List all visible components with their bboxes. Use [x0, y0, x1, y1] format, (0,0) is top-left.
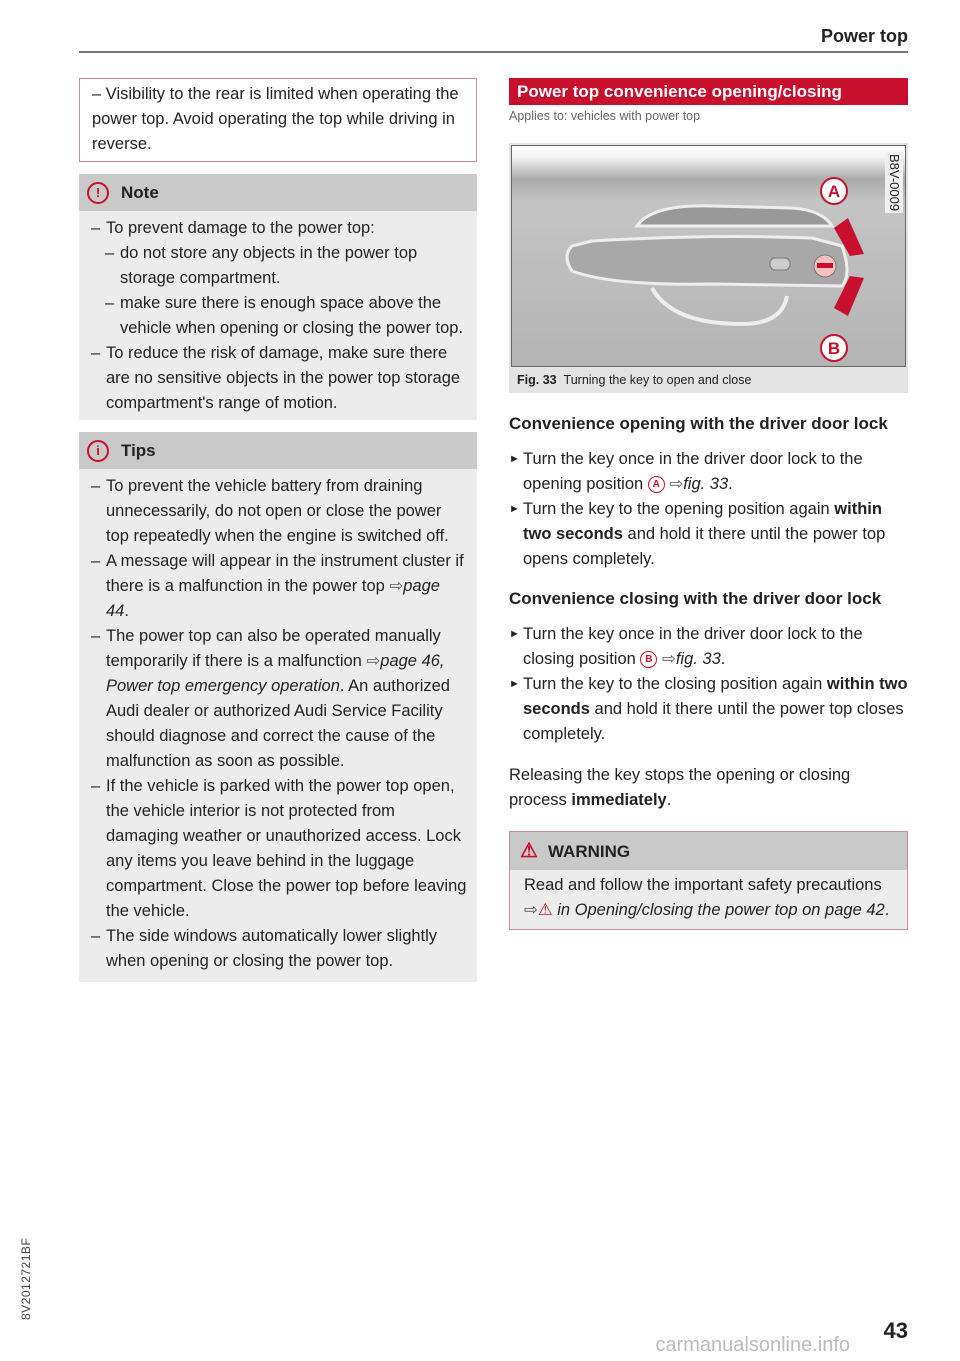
page-link[interactable]: page 46, Power top emergency operation: [106, 652, 445, 695]
note-header: [79, 174, 477, 211]
tip-item: – To prevent the vehicle battery from draining unnecessarily, do not open or close the power top repeatedly when the engine is switched off.: [91, 477, 449, 545]
figure-33: [509, 143, 908, 393]
caution-text: – Visibility to the rear is limited when operating the power top. Avoid operating the top while driving in reverse.: [92, 85, 459, 153]
left-column: [79, 78, 477, 982]
step: ► Turn the key to the opening position again within two seconds and hold it there until the power top opens completely.: [509, 500, 886, 568]
applies-to: Applies to: vehicles with power top: [509, 109, 701, 123]
door-handle-icon: [512, 146, 905, 366]
note-item: – To reduce the risk of damage, make sure there are no sensitive objects in the power top storage compartment's range of motion.: [91, 344, 461, 412]
label-a: A: [827, 182, 841, 201]
figure-code: B8V-0009: [887, 154, 902, 212]
tip-item: – A message will appear in the instrument cluster if there is a malfunction in the power top ⇨page 44.: [91, 552, 464, 620]
tip-item: – If the vehicle is parked with the power top open, the vehicle interior is not protected from damaging weather or unauthorized access. Lock any items you leave behind in the luggage compartment. Close the power top before leaving the vehicle.: [91, 777, 467, 920]
arrow-ref-icon: ⇨: [662, 650, 676, 668]
tips-box: [79, 432, 477, 982]
label-b-icon: B: [640, 651, 657, 668]
tips-title: Tips: [121, 441, 156, 460]
document-code: 8V2012721BF: [19, 1237, 33, 1320]
tip-item: – The side windows automatically lower slightly when opening or closing the power top.: [91, 927, 438, 970]
arrow-ref-icon: ⇨: [669, 475, 684, 493]
right-column: [509, 78, 908, 930]
note-item: – do not store any objects in the power top storage compartment.: [105, 244, 418, 287]
warning-text: Read and follow the important safety precautions ⇨⚠ in Opening/closing the power top on page 42.: [524, 876, 890, 919]
warning-triangle-icon: ⚠: [537, 901, 553, 919]
watermark: carmanualsonline.info: [655, 1334, 850, 1356]
arrow-ref-icon: ⇨: [366, 652, 381, 670]
arrow-ref-icon: ⇨: [524, 901, 538, 919]
warning-box: [509, 831, 908, 930]
opening-heading: Convenience opening with the driver door lock: [509, 414, 888, 433]
release-note: Releasing the key stops the opening or closing process immediately.: [509, 766, 851, 809]
figure-caption: Fig. 33 Turning the key to open and close: [517, 373, 752, 387]
note-box: [79, 174, 477, 420]
figure-link[interactable]: fig. 33: [675, 650, 721, 668]
running-header: Power top: [820, 26, 908, 46]
info-circle-icon: i: [87, 440, 109, 462]
page-number: 43: [883, 1318, 908, 1343]
label-b: B: [827, 339, 841, 358]
note-title: Note: [121, 183, 159, 202]
tip-item: – The power top can also be operated manually temporarily if there is a malfunction ⇨page 46, Power top emergency operation. An authorized Audi dealer or authorized Audi Service Facility should diagnose and correct the cause of the malfunction as soon as possible.: [91, 627, 450, 770]
warning-triangle-icon: ⚠: [520, 839, 538, 862]
caution-box: [79, 78, 477, 162]
label-a-icon: A: [648, 476, 665, 493]
step: ► Turn the key to the closing position again within two seconds and hold it there until the power top closes completely.: [509, 675, 908, 743]
step: ► Turn the key once in the driver door lock to the closing position B ⇨fig. 33.: [509, 625, 863, 668]
arrow-ref-icon: ⇨: [389, 577, 404, 595]
step: ► Turn the key once in the driver door lock to the opening position A ⇨fig. 33.: [509, 450, 863, 493]
header-rule: [79, 51, 908, 53]
opening-section: [509, 413, 908, 572]
figure-link[interactable]: fig. 33: [683, 475, 729, 493]
door-handle-illustration: [511, 145, 906, 367]
closing-section: [509, 588, 908, 813]
note-item: – make sure there is enough space above the vehicle when opening or closing the power top.: [105, 294, 464, 337]
exclamation-circle-icon: !: [87, 182, 109, 204]
tips-header: [79, 432, 477, 469]
closing-heading: Convenience closing with the driver door lock: [509, 589, 882, 608]
note-item: – To prevent damage to the power top:: [91, 219, 375, 237]
page-link[interactable]: in Opening/closing the power top on page 42: [557, 901, 885, 919]
page-link[interactable]: page 44: [106, 577, 440, 620]
section-title: Power top convenience opening/closing: [509, 78, 908, 105]
warning-title: WARNING: [547, 841, 631, 861]
